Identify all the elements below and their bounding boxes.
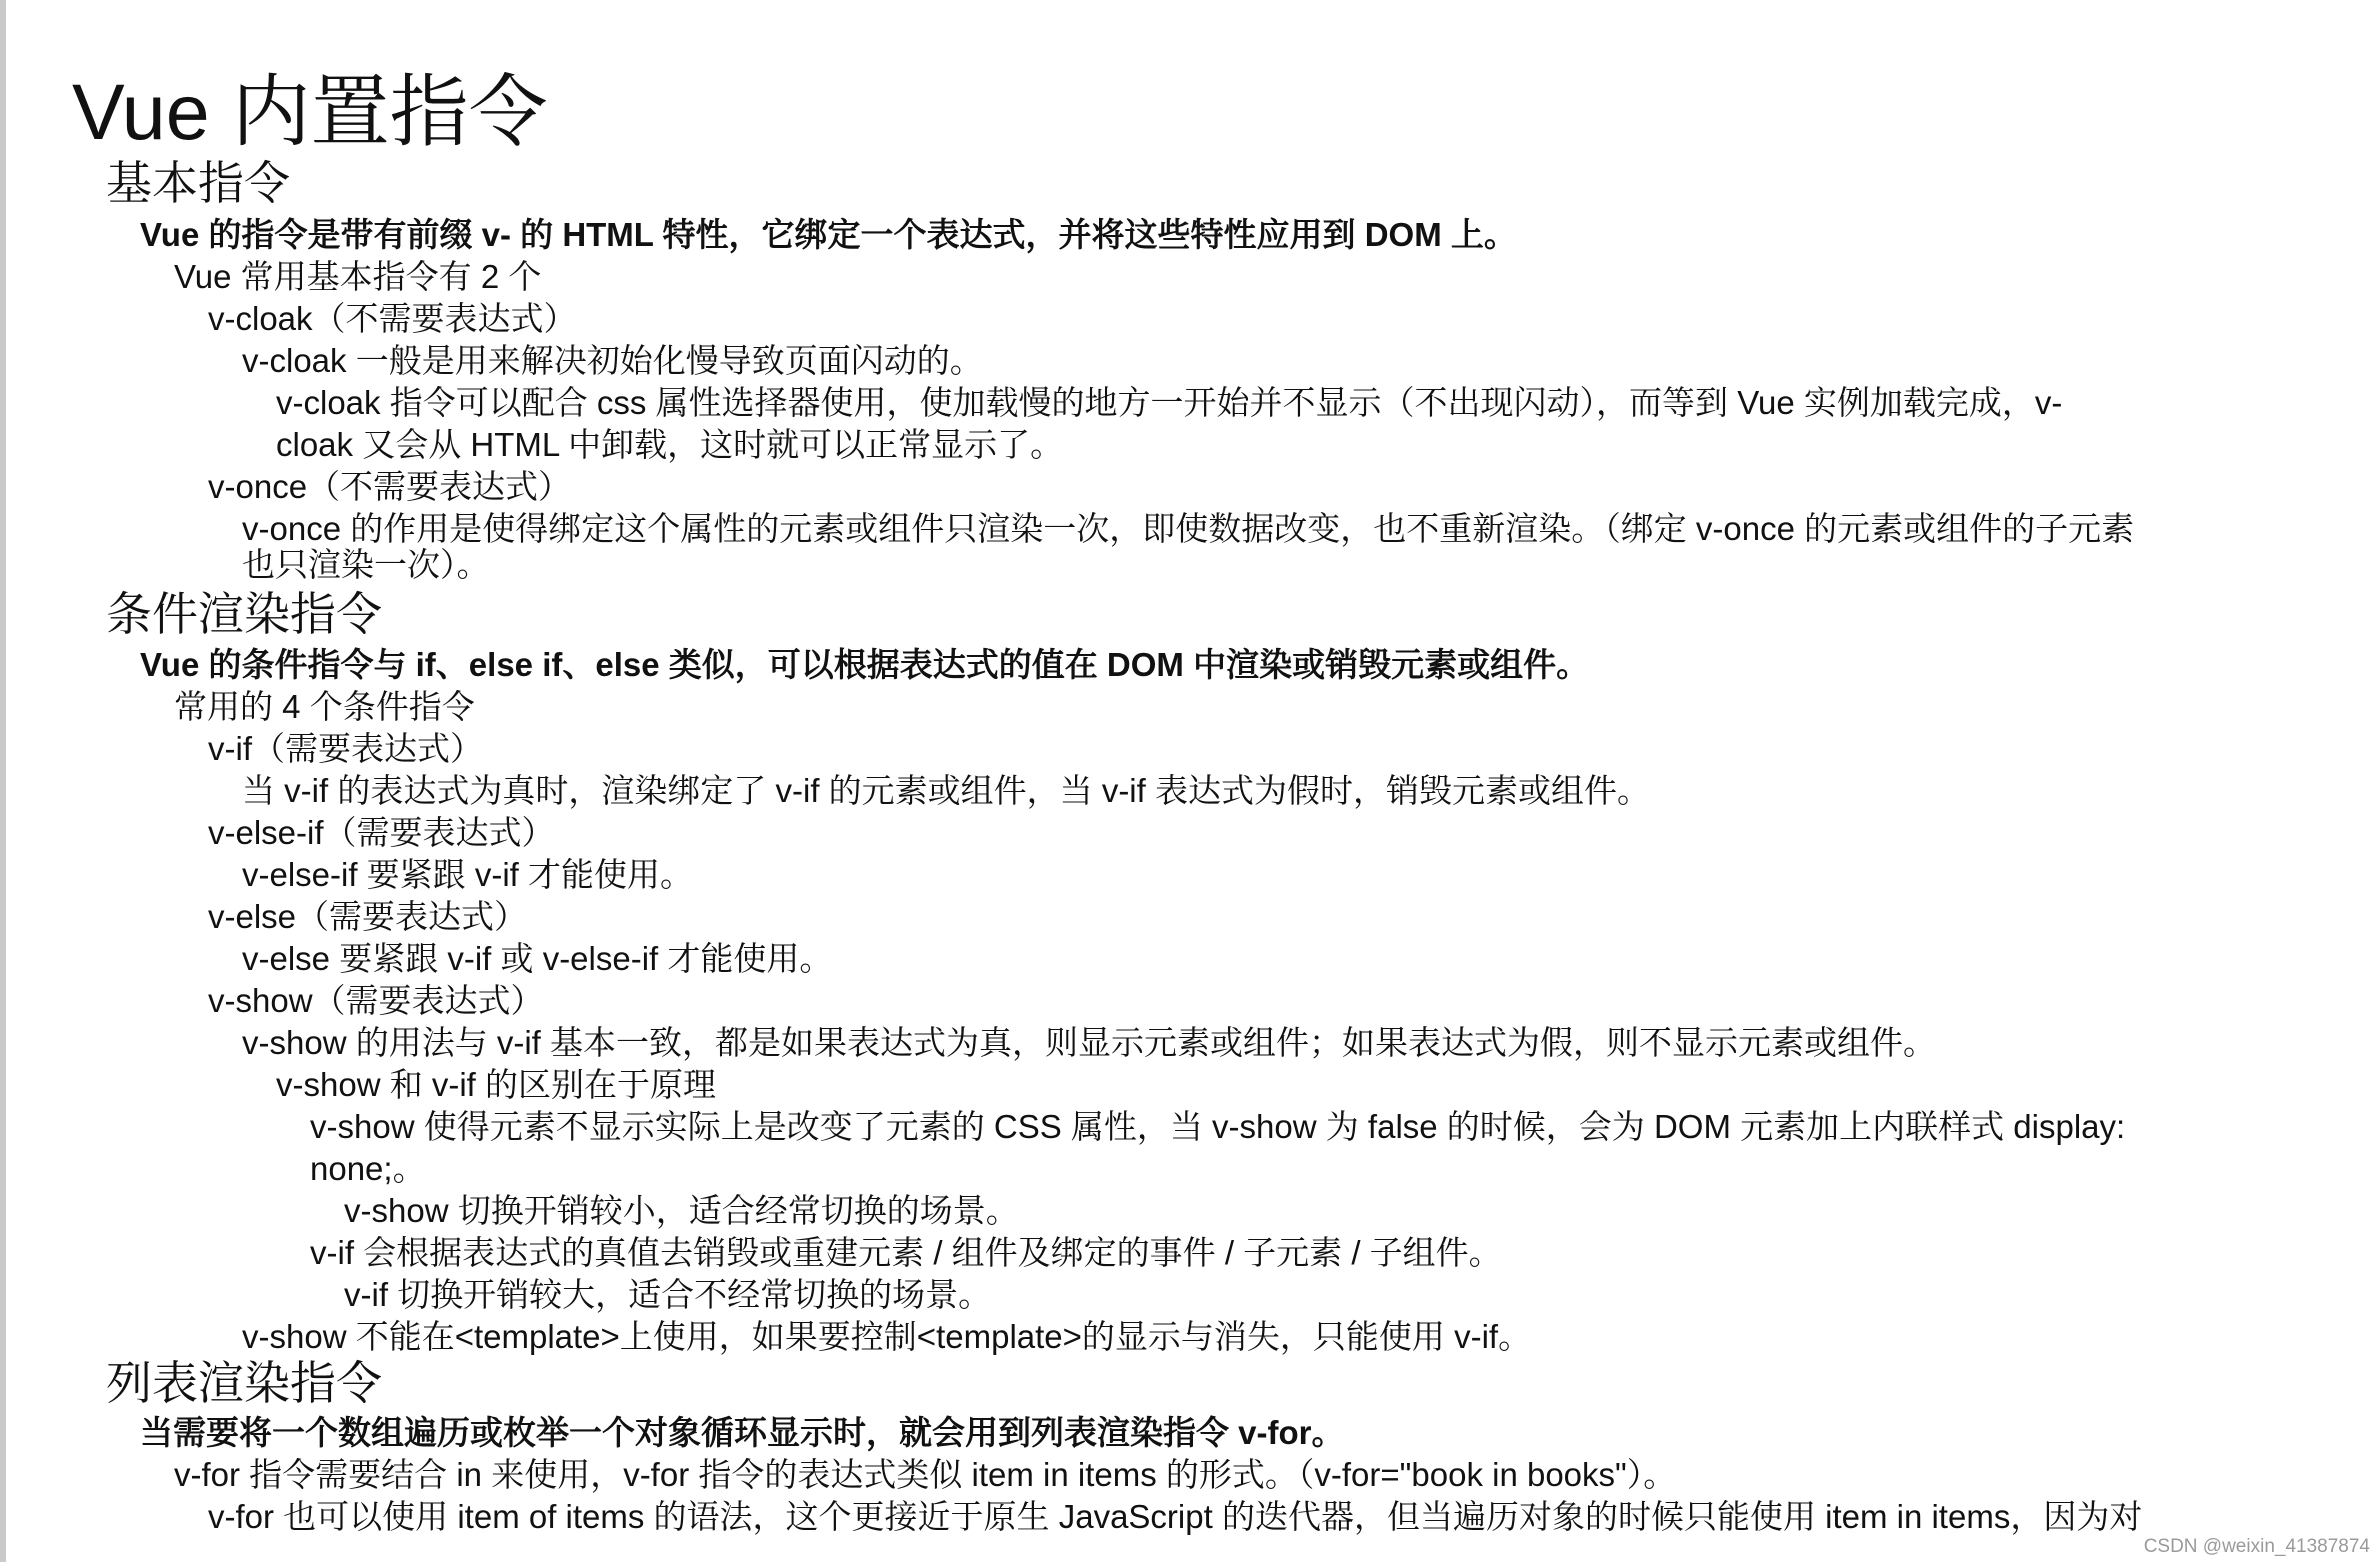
text-line: v-cloak 指令可以配合 css 属性选择器使用，使加载慢的地方一开始并不显示（不出现闪动），而等到 Vue 实例加载完成，v- — [276, 384, 2063, 421]
text-line: 常用的 4 个条件指令 — [174, 688, 475, 725]
text-line: Vue 常用基本指令有 2 个 — [174, 258, 542, 295]
text-line: v-cloak（不需要表达式） — [208, 300, 577, 337]
section-heading-basic: 基本指令 — [106, 157, 290, 209]
text-line: v-else-if 要紧跟 v-if 才能使用。 — [242, 856, 694, 893]
text-line: v-show 使得元素不显示实际上是改变了元素的 CSS 属性，当 v-show 为 false 的时候，会为 DOM 元素加上内联样式 display: — [310, 1108, 2126, 1145]
text-line: 当 v-if 的表达式为真时，渲染绑定了 v-if 的元素或组件，当 v-if 表达式为假时，销毁元素或组件。 — [242, 772, 1650, 809]
page-title: Vue 内置指令 — [72, 67, 548, 156]
text-line: 当需要将一个数组遍历或枚举一个对象循环显示时，就会用到列表渲染指令 v-for。 — [140, 1414, 1345, 1451]
text-line: v-show（需要表达式） — [208, 982, 544, 1019]
text-line: v-show 和 v-if 的区别在于原理 — [276, 1066, 717, 1103]
text-line: 也只渲染一次）。 — [242, 546, 490, 583]
text-line: v-else（需要表达式） — [208, 898, 528, 935]
text-line: v-for 指令需要结合 in 来使用，v-for 指令的表达式类似 item in items 的形式。（v-for="book in books"）。 — [174, 1456, 1677, 1493]
text-line: v-show 不能在<template>上使用，如果要控制<template>的显示与消失，只能使用 v-if。 — [242, 1318, 1532, 1355]
text-line: v-show 切换开销较小，适合经常切换的场景。 — [344, 1192, 1019, 1229]
text-line: none;。 — [310, 1150, 426, 1187]
text-line: v-show 的用法与 v-if 基本一致，都是如果表达式为真，则显示元素或组件；如果表达式为假，则不显示元素或组件。 — [242, 1024, 1937, 1061]
text-line: v-else 要紧跟 v-if 或 v-else-if 才能使用。 — [242, 940, 833, 977]
text-line: Vue 的条件指令与 if、else if、else 类似，可以根据表达式的值在 DOM 中渲染或销毁元素或组件。 — [140, 646, 1590, 683]
text-line: v-if（需要表达式） — [208, 730, 483, 767]
section-heading-list: 列表渲染指令 — [106, 1357, 382, 1409]
text-line: v-cloak 一般是用来解决初始化慢导致页面闪动的。 — [242, 342, 983, 379]
text-line: Vue 的指令是带有前缀 v- 的 HTML 特性，它绑定一个表达式，并将这些特性应用到 DOM 上。 — [140, 216, 1517, 253]
text-line: v-once 的作用是使得绑定这个属性的元素或组件只渲染一次，即使数据改变，也不重新渲染。（绑定 v-once 的元素或组件的子元素 — [242, 510, 2135, 547]
text-line: cloak 又会从 HTML 中卸载，这时就可以正常显示了。 — [276, 426, 1064, 463]
text-line: v-if 切换开销较大，适合不经常切换的场景。 — [344, 1276, 992, 1313]
section-heading-conditional: 条件渲染指令 — [106, 588, 382, 640]
watermark: CSDN @weixin_41387874 — [2143, 1536, 2370, 1557]
text-line: v-once（不需要表达式） — [208, 468, 572, 505]
text-line: v-if 会根据表达式的真值去销毁或重建元素 / 组件及绑定的事件 / 子元素 / 子组件。 — [310, 1234, 1502, 1271]
text-line: v-for 也可以使用 item of items 的语法，这个更接近于原生 JavaScript 的迭代器，但当遍历对象的时候只能使用 item in items，因为对 — [208, 1498, 2143, 1535]
text-line: v-else-if（需要表达式） — [208, 814, 555, 851]
